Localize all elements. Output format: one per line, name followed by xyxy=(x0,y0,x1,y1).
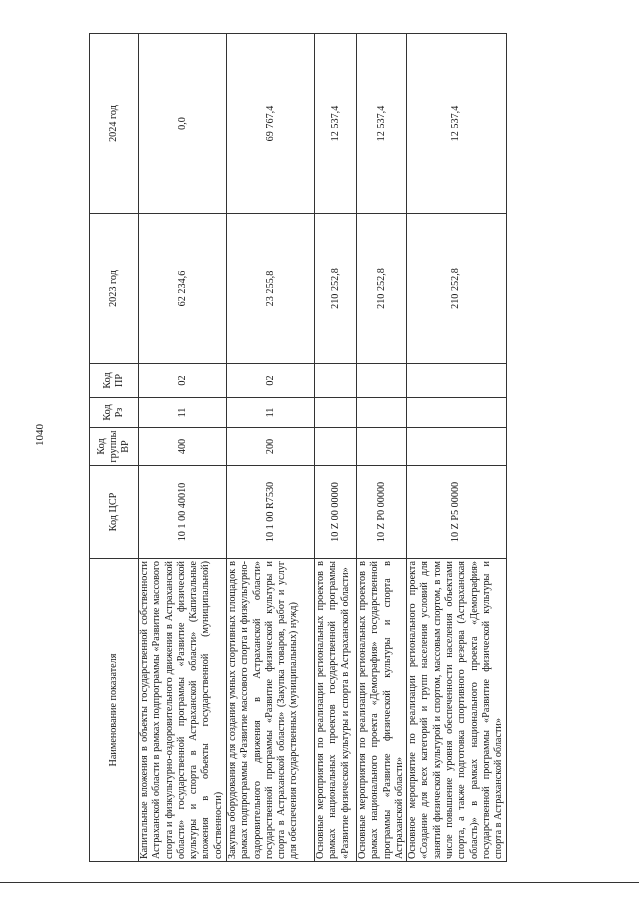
header-pr: Код ПР xyxy=(90,364,139,398)
row-name: Капитальные вложения в объекты государственной собственности Астраханской области в рамках подпрограммы «Развитие массового спорта и физкультурно-оздоровительного движения в Астраханской области» государственной программы «Развитие физической культуры и спорта в Астраханской области» (Капитальные вложения в объекты государственной (муниципальной) собственности) xyxy=(139,559,227,862)
row-rz xyxy=(407,398,506,428)
row-name: Закупка оборудования для создания умных спортивных площадок в рамках подпрограммы «Развитие массового спорта и физкультурно-оздоровительного движения в Астраханской области» государственной программы «Развитие физической культуры и спорта в Астраханской области» (Закупка товаров, работ и услуг для обеспечения государственных (муниципальных) нужд) xyxy=(227,559,315,862)
row-name: Основное мероприятие по реализации регионального проекта «Создание для всех категорий и групп населения условий для занятий физической культурой и спортом, массовым спортом, в том числе повышение уровня обеспеченности населения объектами спорта, а также подготовка спортивного резерва (Астраханская область)» в рамках национального проекта «Демография» государственной программы «Развитие физической культуры и спорта в Астраханской области» xyxy=(407,559,506,862)
row-2024: 0,0 xyxy=(139,34,227,214)
table-header-row xyxy=(90,34,139,862)
row-2024: 12 537,4 xyxy=(407,34,506,214)
header-csr: Код ЦСР xyxy=(90,466,139,559)
row-pr: 02 xyxy=(227,364,315,398)
row-rz xyxy=(315,398,357,428)
header-name: Наименование показателя xyxy=(90,559,139,862)
row-vr xyxy=(315,428,357,466)
table-row xyxy=(357,34,407,862)
header-rz: Код Рз xyxy=(90,398,139,428)
row-rz xyxy=(357,398,407,428)
header-2023: 2023 год xyxy=(90,214,139,364)
row-name: Основные мероприятия по реализации региональных проектов в рамках национальных проектов государственной программы «Развитие физической культуры и спорта в Астраханской области» xyxy=(315,559,357,862)
row-vr: 200 xyxy=(227,428,315,466)
table-row xyxy=(315,34,357,862)
row-2024: 12 537,4 xyxy=(315,34,357,214)
row-2023: 62 234,6 xyxy=(139,214,227,364)
row-csr: 10 Z P5 00000 xyxy=(407,466,506,559)
row-name: Основные мероприятия по реализации региональных проектов в рамках национального проекта «Демография» государственной программы «Развитие физической культуры и спорта в Астраханской области» xyxy=(357,559,407,862)
row-csr: 10 1 00 40010 xyxy=(139,466,227,559)
row-pr xyxy=(357,364,407,398)
row-pr: 02 xyxy=(139,364,227,398)
budget-table-rotated xyxy=(89,34,505,862)
header-vr: Код группы ВР xyxy=(90,428,139,466)
row-vr xyxy=(357,428,407,466)
table-row xyxy=(227,34,315,862)
row-rz: 11 xyxy=(227,398,315,428)
row-csr: 10 Z P0 00000 xyxy=(357,466,407,559)
row-pr xyxy=(407,364,506,398)
row-pr xyxy=(315,364,357,398)
row-vr xyxy=(407,428,506,466)
page-number: 1040 xyxy=(34,424,46,446)
row-2023: 23 255,8 xyxy=(227,214,315,364)
bottom-rule xyxy=(0,882,639,883)
header-2024: 2024 год xyxy=(90,34,139,214)
row-vr: 400 xyxy=(139,428,227,466)
budget-table xyxy=(89,33,507,862)
row-2024: 69 767,4 xyxy=(227,34,315,214)
table-row xyxy=(407,34,506,862)
row-2024: 12 537,4 xyxy=(357,34,407,214)
row-csr: 10 1 00 R7530 xyxy=(227,466,315,559)
row-2023: 210 252,8 xyxy=(315,214,357,364)
row-2023: 210 252,8 xyxy=(407,214,506,364)
row-csr: 10 Z 00 00000 xyxy=(315,466,357,559)
row-rz: 11 xyxy=(139,398,227,428)
table-row xyxy=(139,34,227,862)
row-2023: 210 252,8 xyxy=(357,214,407,364)
